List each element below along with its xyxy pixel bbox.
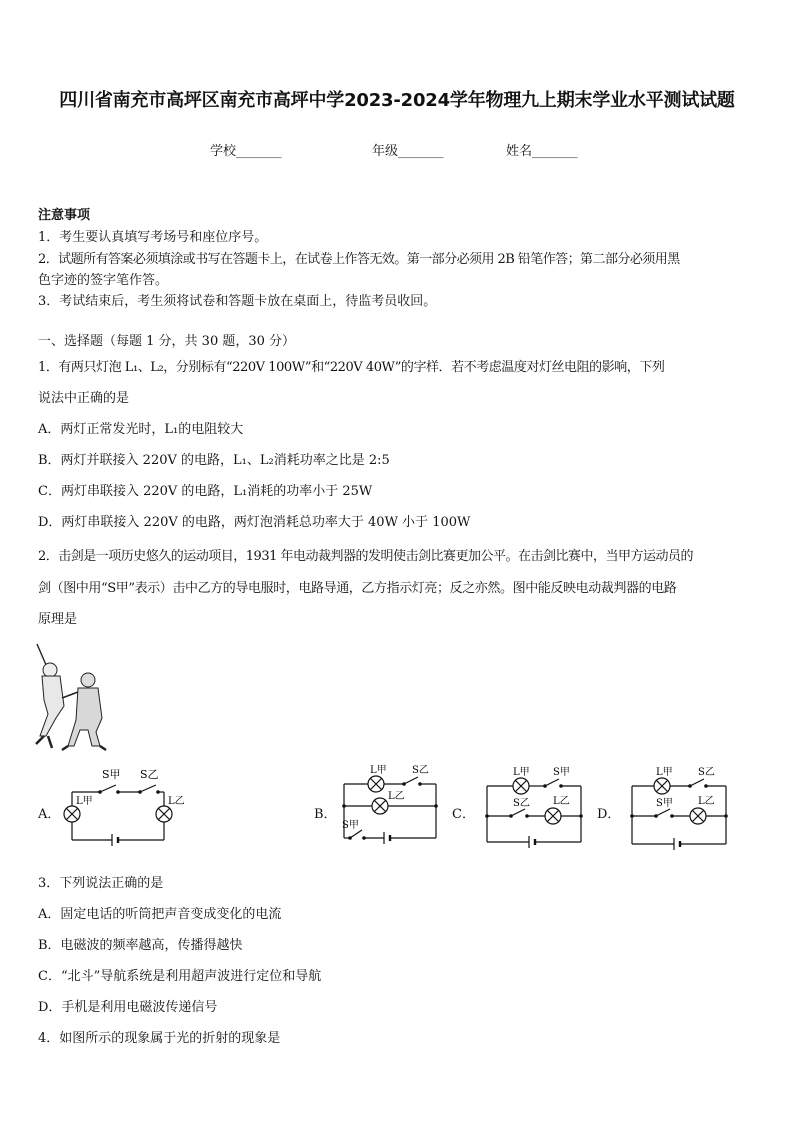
q4-stem: 4．如图所示的现象属于光的折射的现象是 (38, 1031, 281, 1046)
q2-option-c-label: C． (452, 807, 475, 822)
circuit-d-s-yi: S乙 (698, 767, 715, 778)
circuit-d-diagram (628, 764, 732, 856)
circuit-c-diagram (483, 764, 587, 854)
page-title: 四川省南充市高坪区南充市高坪中学2023-2024学年物理九上期末学业水平测试试题 (59, 90, 735, 111)
q1-stem-line2: 说法中正确的是 (38, 391, 130, 406)
note-item-2: 2．试题所有答案必须填涂或书写在答题卡上，在试卷上作答无效。第一部分必须用 2B 铅笔作答；第二部分必须用黑 (38, 252, 680, 267)
circuit-b-diagram (338, 764, 442, 852)
q2-stem-line2: 剑（图中用“S甲”表示）击中乙方的导电服时，电路导通，乙方指示灯亮；反之亦然。图中能反映电动裁判器的电路 (38, 581, 677, 596)
notes-heading: 注意事项 (38, 208, 91, 223)
q2-stem-line1: 2．击剑是一项历史悠久的运动项目，1931 年电动裁判器的发明使击剑比赛更加公平。在击剑比赛中，当甲方运动员的 (38, 549, 693, 564)
note-item-3: 3．考试结束后，考生须将试卷和答题卡放在桌面上，待监考员收回。 (38, 294, 437, 309)
circuit-d-l-yi: L乙 (698, 796, 715, 807)
note-item-1: 1．考生要认真填写考场号和座位序号。 (38, 230, 268, 245)
fencing-illustration (34, 640, 114, 752)
q1-option-c: C．两灯串联接入 220V 的电路，L₁消耗的功率小于 25W (38, 484, 373, 499)
q2-stem-line3: 原理是 (38, 612, 78, 627)
q2-option-d-label: D． (597, 807, 621, 822)
note-item-2-cont: 色字迹的签字笔作答。 (38, 273, 169, 288)
school-field: 学校_______ (210, 144, 282, 159)
q1-option-d: D．两灯串联接入 220V 的电路，两灯泡消耗总功率大于 40W 小于 100W (38, 515, 471, 530)
circuit-c-l-yi: L乙 (553, 796, 570, 807)
q2-option-a-label: A． (38, 807, 61, 822)
q3-stem: 3．下列说法正确的是 (38, 876, 164, 891)
q3-option-d: D．手机是利用电磁波传递信号 (38, 1000, 218, 1015)
section-heading: 一、选择题（每题 1 分，共 30 题，30 分） (38, 334, 296, 349)
circuit-a-s-jia: S甲 (102, 768, 121, 781)
circuit-a-l-yi: L乙 (168, 796, 185, 807)
q2-option-b-label: B． (314, 807, 337, 822)
circuit-b-s-jia: S甲 (342, 820, 359, 831)
q3-option-a: A．固定电话的听筒把声音变成变化的电流 (38, 907, 282, 922)
circuit-b-l-jia: L甲 (370, 765, 387, 776)
circuit-b-l-yi: L乙 (388, 791, 405, 802)
circuit-d-s-jia: S甲 (656, 798, 673, 809)
q1-option-a: A．两灯正常发光时，L₁的电阻较大 (38, 422, 244, 437)
circuit-a-diagram (60, 764, 190, 854)
q3-option-c: C．“北斗”导航系统是利用超声波进行定位和导航 (38, 969, 322, 984)
circuit-a-l-jia: L甲 (76, 796, 93, 807)
circuit-d-l-jia: L甲 (656, 767, 673, 778)
grade-field: 年级_______ (372, 144, 444, 159)
circuit-c-s-yi: S乙 (513, 798, 530, 809)
q1-stem-line1: 1．有两只灯泡 L₁、L₂，分别标有“220V 100W”和“220V 40W”的字样．若不考虑温度对灯丝电阻的影响，下列 (38, 360, 665, 375)
circuit-b-s-yi: S乙 (412, 765, 429, 776)
q3-option-b: B．电磁波的频率越高，传播得越快 (38, 938, 243, 953)
circuit-a-s-yi: S乙 (140, 768, 159, 781)
circuit-c-s-jia: S甲 (553, 767, 570, 778)
q1-option-b: B．两灯并联接入 220V 的电路，L₁、L₂消耗功率之比是 2:5 (38, 453, 390, 468)
name-field: 姓名_______ (506, 144, 578, 159)
circuit-c-l-jia: L甲 (513, 767, 530, 778)
